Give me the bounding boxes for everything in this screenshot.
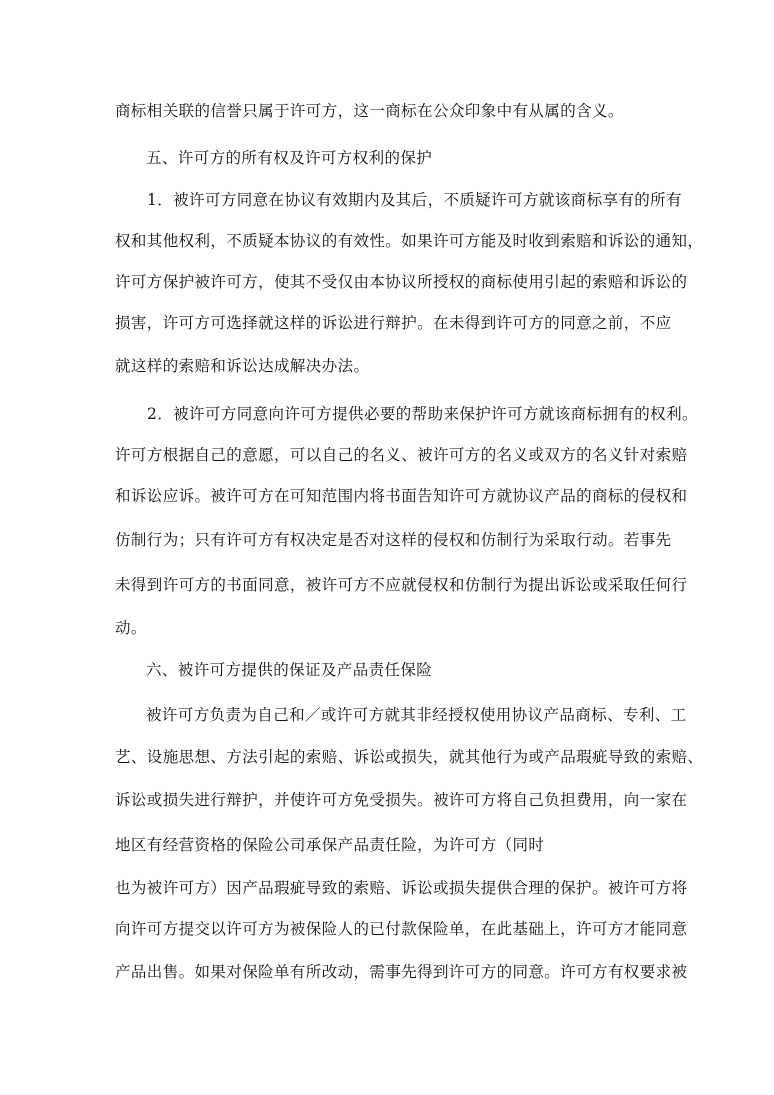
text-line: 许可方保护被许可方，使其不受仅由本协议所授权的商标使用引起的索赔和诉讼的 [115,273,688,291]
text-line: 商标相关联的信誉只属于许可方，这一商标在公众印象中有从属的含义。 [115,102,624,120]
text-line: 仿制行为；只有许可方有权决定是否对这样的侵权和仿制行为采取行动。若事先 [115,531,672,549]
text-line: 产品出售。如果对保险单有所改动，需事先得到许可方的同意。许可方有权要求被 [115,963,688,981]
text-line: 2．被许可方同意向许可方提供必要的帮助来保护许可方就该商标拥有的权利。 [147,405,698,423]
section-heading: 六、被许可方提供的保证及产品责任保险 [146,661,433,679]
text-line: 动。 [115,619,147,637]
text-line: 诉讼或损失进行辩护，并使许可方免受损失。被许可方将自己负担费用，向一家在 [115,791,688,809]
text-line: 向许可方提交以许可方为被保险人的已付款保险单，在此基础上，许可方才能同意 [115,920,688,938]
text-line: 艺、设施思想、方法引起的索赔、诉讼或损失，就其他行为或产品瑕疵导致的索赔、 [115,748,704,766]
text-line: 1．被许可方同意在协议有效期内及其后，不质疑许可方就该商标享有的所有 [147,191,682,209]
text-line: 和诉讼应诉。被许可方在可知范围内将书面告知许可方就协议产品的商标的侵权和 [115,487,688,505]
section-heading: 五、许可方的所有权及许可方权利的保护 [146,149,433,167]
text-line: 也为被许可方）因产品瑕疵导致的索赔、诉讼或损失提供合理的保护。被许可方将 [115,879,688,897]
text-line: 权和其他权利，不质疑本协议的有效性。如果许可方能及时收到索赔和诉讼的通知， [115,232,704,250]
text-line: 未得到许可方的书面同意，被许可方不应就侵权和仿制行为提出诉讼或采取任何行 [115,576,688,594]
text-line: 被许可方负责为自己和／或许可方就其非经授权使用协议产品商标、专利、工 [146,706,687,724]
text-line: 损害，许可方可选择就这样的诉讼进行辩护。在未得到许可方的同意之前，不应 [115,314,672,332]
text-line: 许可方根据自己的意愿，可以自己的名义、被许可方的名义或双方的名义针对索赔 [115,446,688,464]
text-line: 就这样的索赔和诉讼达成解决办法。 [115,357,370,375]
text-line: 地区有经营资格的保险公司承保产品责任险，为许可方（同时 [115,836,545,854]
